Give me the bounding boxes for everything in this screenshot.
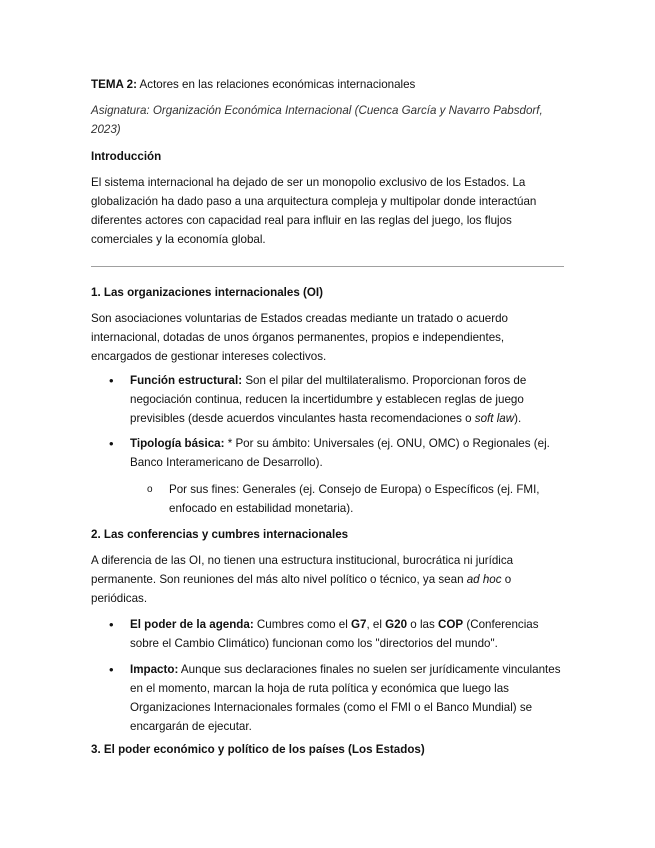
bullet-text: Aunque sus declaraciones finales no suelen ser jurídicamente vinculantes en el momento, marcan la hoja de ruta política y económica que luego las Organizaciones Internacionales formales (como el FMI o el Banco Mundial) se encargarán de ejecutar. [130,663,561,733]
paragraph-text: A diferencia de las OI, no tienen una estructura institucional, burocrática ni jurídica permanente. Son reuniones del más alto nivel político o técnico, ya sean [91,554,514,586]
section-divider [91,266,564,267]
bullet-text: o las [407,618,439,631]
list-item [130,371,570,428]
g20-label: G20 [385,618,408,631]
bullet-emphasis: soft law [474,412,515,425]
bullet-label: El poder de la agenda: [130,618,254,631]
g7-label: G7 [351,618,367,631]
list-item [130,660,570,736]
intro-paragraph: El sistema internacional ha dejado de ser un monopolio exclusivo de los Estados. La globalización ha dado paso a una arquitectura compleja y multipolar donde interactúan diferentes actores con capacidad real para influir en las reglas del juego, los flujos comerciales y la economía global. [91,176,537,246]
section-1-heading: 1. Las organizaciones internacionales (OI) [91,286,323,299]
document-title [91,75,571,94]
list-item [130,434,560,472]
cop-label: COP [438,618,464,631]
bullet-text: Cumbres como el [253,618,351,631]
paragraph-emphasis: ad hoc [466,573,502,586]
section-2-paragraph [91,551,561,608]
paragraph-text-end: o periódicas. [91,573,512,605]
bullet-text: Son el pilar del multilateralismo. Proporcionan foros de negociación continua, reducen la incertidumbre y establecen reglas de juego previsibles (desde acuerdos vinculantes hasta recomendaciones o [130,374,527,425]
sub-list-item: o Por sus fines: Generales (ej. Consejo de Europa) o Específicos (ej. FMI, enfocado en estabilidad monetaria). [169,480,569,518]
section-3-heading: 3. El poder económico y político de los países (Los Estados) [91,743,425,756]
bullet-text: , el [366,618,386,631]
bullet-label: Función estructural: [130,374,243,387]
title-rest: Actores en las relaciones económicas internacionales [136,78,416,91]
bullet-text: * Por su ámbito: Universales (ej. ONU, OMC) o Regionales (ej. Banco Interamericano de Desarrollo). [130,437,550,469]
title-prefix: TEMA 2: [91,78,137,91]
subject-line: Asignatura: Organización Económica Internacional (Cuenca García y Navarro Pabsdorf, 2023) [91,104,543,136]
bullet-text-end: ). [514,412,522,425]
list-item [130,615,570,653]
section-1-paragraph: Son asociaciones voluntarias de Estados creadas mediante un tratado o acuerdo internacional, dotadas de unos órganos permanentes, propios e independientes, encargados de gestionar intereses colectivos. [91,312,508,363]
bullet-label: Tipología básica: [130,437,225,450]
bullet-text: (Conferencias sobre el Cambio Climático) funcionan como los "directorios del mundo". [130,618,539,650]
section-2-heading: 2. Las conferencias y cumbres internacionales [91,528,349,541]
bullet-label: Impacto: [130,663,179,676]
intro-heading: Introducción [91,150,162,163]
